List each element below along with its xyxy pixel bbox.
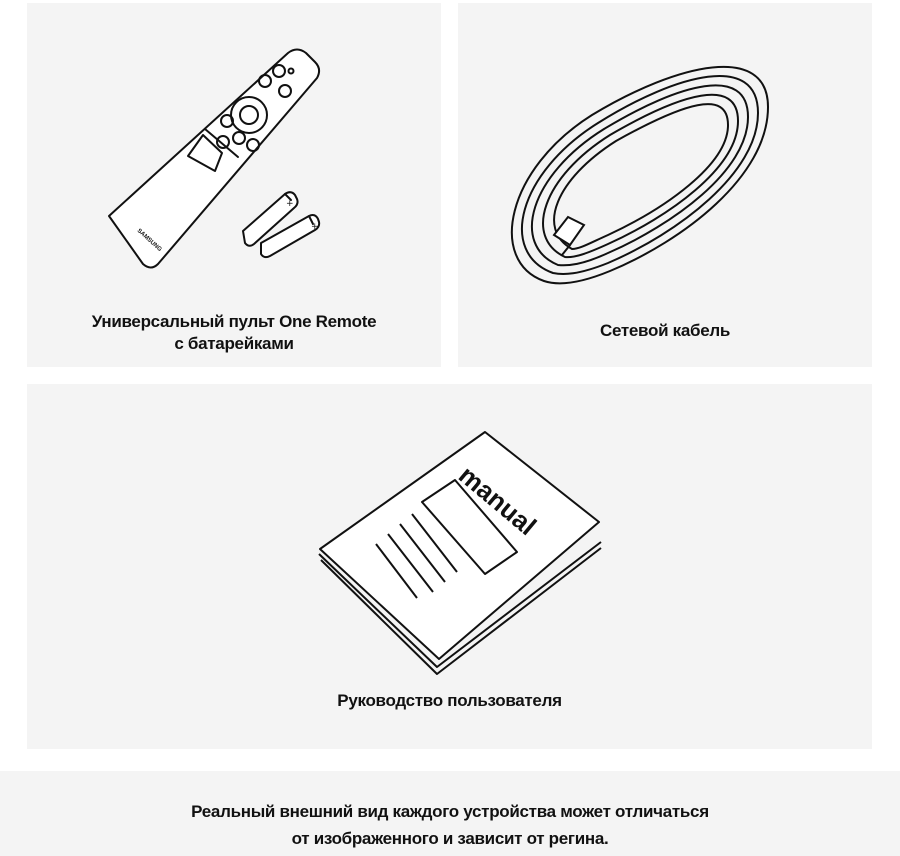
disclaimer-line: от изображенного и зависит от регина. (291, 829, 609, 848)
power-cable-caption (458, 320, 872, 342)
caption-line: Руководство пользователя (337, 691, 562, 710)
manual-cover-title: manual (453, 459, 543, 542)
remote-control-card (27, 3, 441, 367)
remote-brand-label: SAMSUNG (135, 228, 163, 254)
user-manual-caption (27, 690, 872, 712)
caption-line: с батарейками (174, 334, 294, 353)
remote-control-with-batteries-icon (27, 3, 441, 303)
power-cable-card (458, 3, 872, 367)
power-cable-icon (458, 3, 872, 303)
disclaimer-line: Реальный внешний вид каждого устройства может отличаться (191, 802, 709, 821)
caption-line: Сетевой кабель (599, 321, 731, 340)
disclaimer-text (0, 798, 900, 852)
disclaimer-footer (0, 771, 900, 856)
remote-control-caption (27, 311, 441, 355)
battery-plus-mark: + (286, 199, 294, 209)
caption-line: Универсальный пульт One Remote (91, 312, 377, 331)
battery-plus-mark: + (311, 222, 319, 232)
user-manual-icon (27, 384, 872, 684)
user-manual-card (27, 384, 872, 749)
